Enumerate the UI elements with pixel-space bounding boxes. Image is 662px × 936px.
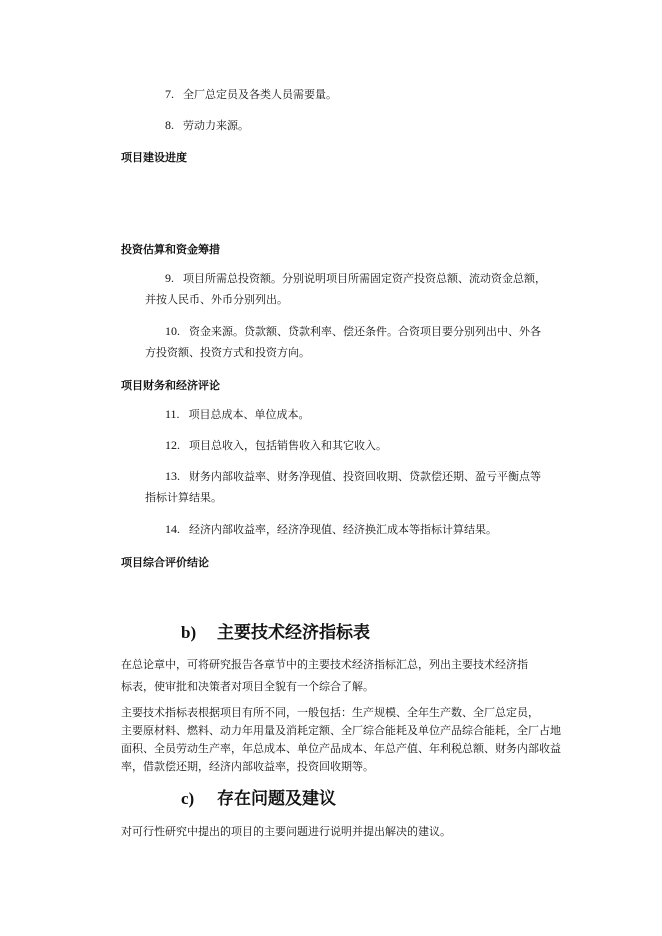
item-text: 经济内部收益率，经济净现值、经济换汇成本等指标计算结果。 xyxy=(189,523,497,536)
section-marker: b) xyxy=(181,623,197,642)
section-title: 存在问题及建议 xyxy=(217,789,336,809)
item-text: 项目所需总投资额。分别说明项目所需固定资产投资总额、流动资金总额， xyxy=(183,272,546,285)
item-number: 8. xyxy=(165,118,174,132)
list-item-11 xyxy=(165,407,310,422)
list-item-10-continued: 方投资额、投资方式和投资方向。 xyxy=(145,346,310,359)
list-item-9 xyxy=(165,271,546,286)
item-number: 12. xyxy=(165,438,180,452)
section-b-heading xyxy=(181,622,370,644)
heading-investment: 投资估算和资金筹措 xyxy=(121,243,220,256)
list-item-13-continued: 指标计算结果。 xyxy=(145,491,222,504)
item-number: 13. xyxy=(165,469,180,483)
list-item-9-continued: 并按人民币、外币分别列出。 xyxy=(145,293,288,306)
item-text: 财务内部收益率、财务净现值、投资回收期、贷款偿还期、盈亏平衡点等 xyxy=(189,470,541,483)
item-number: 11. xyxy=(165,407,180,421)
paragraph-line: 对可行性研究中提出的项目的主要问题进行说明并提出解决的建议。 xyxy=(121,825,451,838)
section-title: 主要技术经济指标表 xyxy=(217,623,370,643)
paragraph-line: 在总论章中，可将研究报告各章节中的主要技术经济指标汇总，列出主要技术经济指 xyxy=(121,658,528,671)
item-number: 14. xyxy=(165,522,180,536)
paragraph-line: 率，借款偿还期，经济内部收益率，投资回收期等。 xyxy=(121,760,374,773)
list-item-7 xyxy=(165,87,337,102)
list-item-8 xyxy=(165,118,249,133)
list-item-10 xyxy=(165,324,541,339)
item-text: 项目总成本、单位成本。 xyxy=(188,408,310,421)
item-number: 10. xyxy=(165,324,180,338)
paragraph-line: 主要技术指标表根据项目有所不同，一般包括：生产规模、全年生产数、全厂总定员， xyxy=(121,706,539,719)
list-item-13 xyxy=(165,469,541,484)
item-number: 9. xyxy=(165,271,174,285)
heading-conclusion: 项目综合评价结论 xyxy=(121,556,209,569)
heading-schedule: 项目建设进度 xyxy=(121,151,187,164)
paragraph-line: 面积、全员劳动生产率，年总成本、单位产品成本、年总产值、年利税总额、财务内部收益 xyxy=(121,742,561,755)
heading-financial: 项目财务和经济评论 xyxy=(121,379,220,392)
item-text: 项目总收入，包括销售收入和其它收入。 xyxy=(189,439,387,452)
list-item-14 xyxy=(165,522,497,537)
list-item-12 xyxy=(165,438,387,453)
section-c-heading xyxy=(181,788,336,810)
item-text: 全厂总定员及各类人员需要量。 xyxy=(183,88,337,101)
item-text: 资金来源。贷款额、贷款利率、偿还条件。合资项目要分别列出中、外各 xyxy=(189,325,541,338)
paragraph-line: 标表，使审批和决策者对项目全貌有一个综合了解。 xyxy=(121,680,374,693)
item-number: 7. xyxy=(165,87,174,101)
section-marker: c) xyxy=(181,789,195,808)
item-text: 劳动力来源。 xyxy=(183,119,249,132)
paragraph-line: 主要原材料、燃料、动力年用量及消耗定额、全厂综合能耗及单位产品综合能耗，全厂占地 xyxy=(121,724,561,737)
